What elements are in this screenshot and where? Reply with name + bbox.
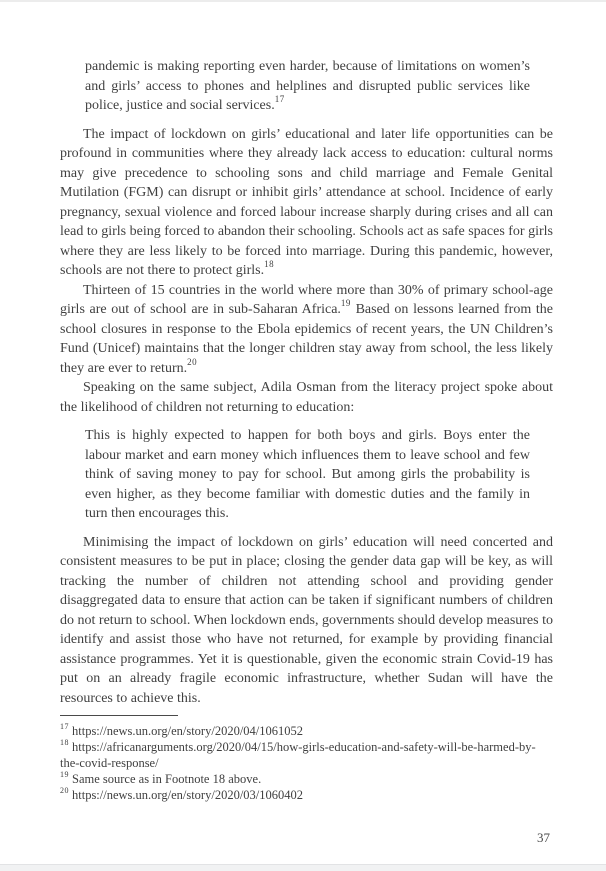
- footnote-number: 19: [60, 770, 69, 780]
- footnote-marker: 17: [274, 94, 285, 105]
- document-page: [0, 2, 606, 871]
- footnote-text: https://africanarguments.org/2020/04/15/how-girls-education-and-safety-will-be-harmed-by-the-covid-response/: [60, 740, 536, 770]
- footnote-list: [60, 723, 553, 803]
- footnote-text: Same source as in Footnote 18 above.: [72, 772, 262, 786]
- footnote-number: 18: [60, 738, 69, 748]
- footnote-marker: 20: [187, 356, 198, 367]
- page-number: 37: [537, 830, 550, 845]
- footnote-item: [60, 771, 553, 787]
- block-quote: pandemic is making reporting even harder, because of limitations on women’s and girls’ access to phones and helplines and disrupted public services like police, justice and social services.$^{17}$: [85, 59, 530, 113]
- footnote-marker: 18: [264, 259, 275, 270]
- paragraph: Speaking on the same subject, Adila Osman from the literacy project spoke about the likelihood of children not returning to education:: [60, 380, 553, 415]
- footnote-separator: [60, 715, 178, 716]
- block-quote: This is highly expected to happen for both boys and girls. Boys enter the labour market and earn money which influences them to leave school and few think of saving money to pay for school. But among girls the probability is even higher, as they become familiar with domestic duties and the family in turn then encourages this.: [85, 428, 530, 521]
- footnote-item: [60, 723, 553, 739]
- footnotes-section: [60, 715, 553, 803]
- footnote-text: https://news.un.org/en/story/2020/04/1061052: [72, 724, 304, 738]
- footnote-number: 17: [60, 722, 69, 732]
- footnote-marker: 19: [340, 298, 351, 309]
- footnote-number: 20: [60, 786, 69, 796]
- window-bottom-edge: [0, 864, 606, 871]
- footnote-text: https://news.un.org/en/story/2020/03/1060402: [72, 788, 304, 802]
- footnote-item: [60, 787, 553, 803]
- paragraph: The impact of lockdown on girls’ educational and later life opportunities can be profound in communities where they already lack access to education: cultural norms may give precedence to schooling sons and child marriage and Female Genital Mutilation (FGM) can disrupt or inhibit girls’ attendance at school. Incidence of early pregnancy, sexual violence and forced labour increase sharply during crises and all can lead to girls being forced to abandon their schooling. Schools act as safe spaces for girls where they are less likely to be forced into marriage. During this pandemic, however, schools are not there to protect girls.$^{18}$: [60, 126, 553, 278]
- body-text: [60, 57, 553, 708]
- paragraph: Thirteen of 15 countries in the world where more than 30% of primary school-age girls are out of school are in sub-Saharan Africa.$^{19}$ Based on lessons learned from the school closures in response to the Ebola epidemics of recent years, the UN Children’s Fund (Unicef) maintains that the longer children stay away from school, the less likely they are ever to return.$^{20}$: [60, 282, 553, 376]
- footnote-item: [60, 739, 553, 771]
- paragraph: Minimising the impact of lockdown on girls’ education will need concerted and consistent measures to be put in place; closing the gender data gap will be key, as will tracking the number of children not attending school and providing gender disaggregated data to ensure that action can be taken if significant numbers of children do not return to school. When lockdown ends, governments should develop measures to identify and assist those who have not returned, for example by providing financial assistance programmes. Yet it is questionable, given the economic strain Covid-19 has put on an already fragile economic infrastructure, whether Sudan will have the resources to achieve this.: [60, 534, 553, 706]
